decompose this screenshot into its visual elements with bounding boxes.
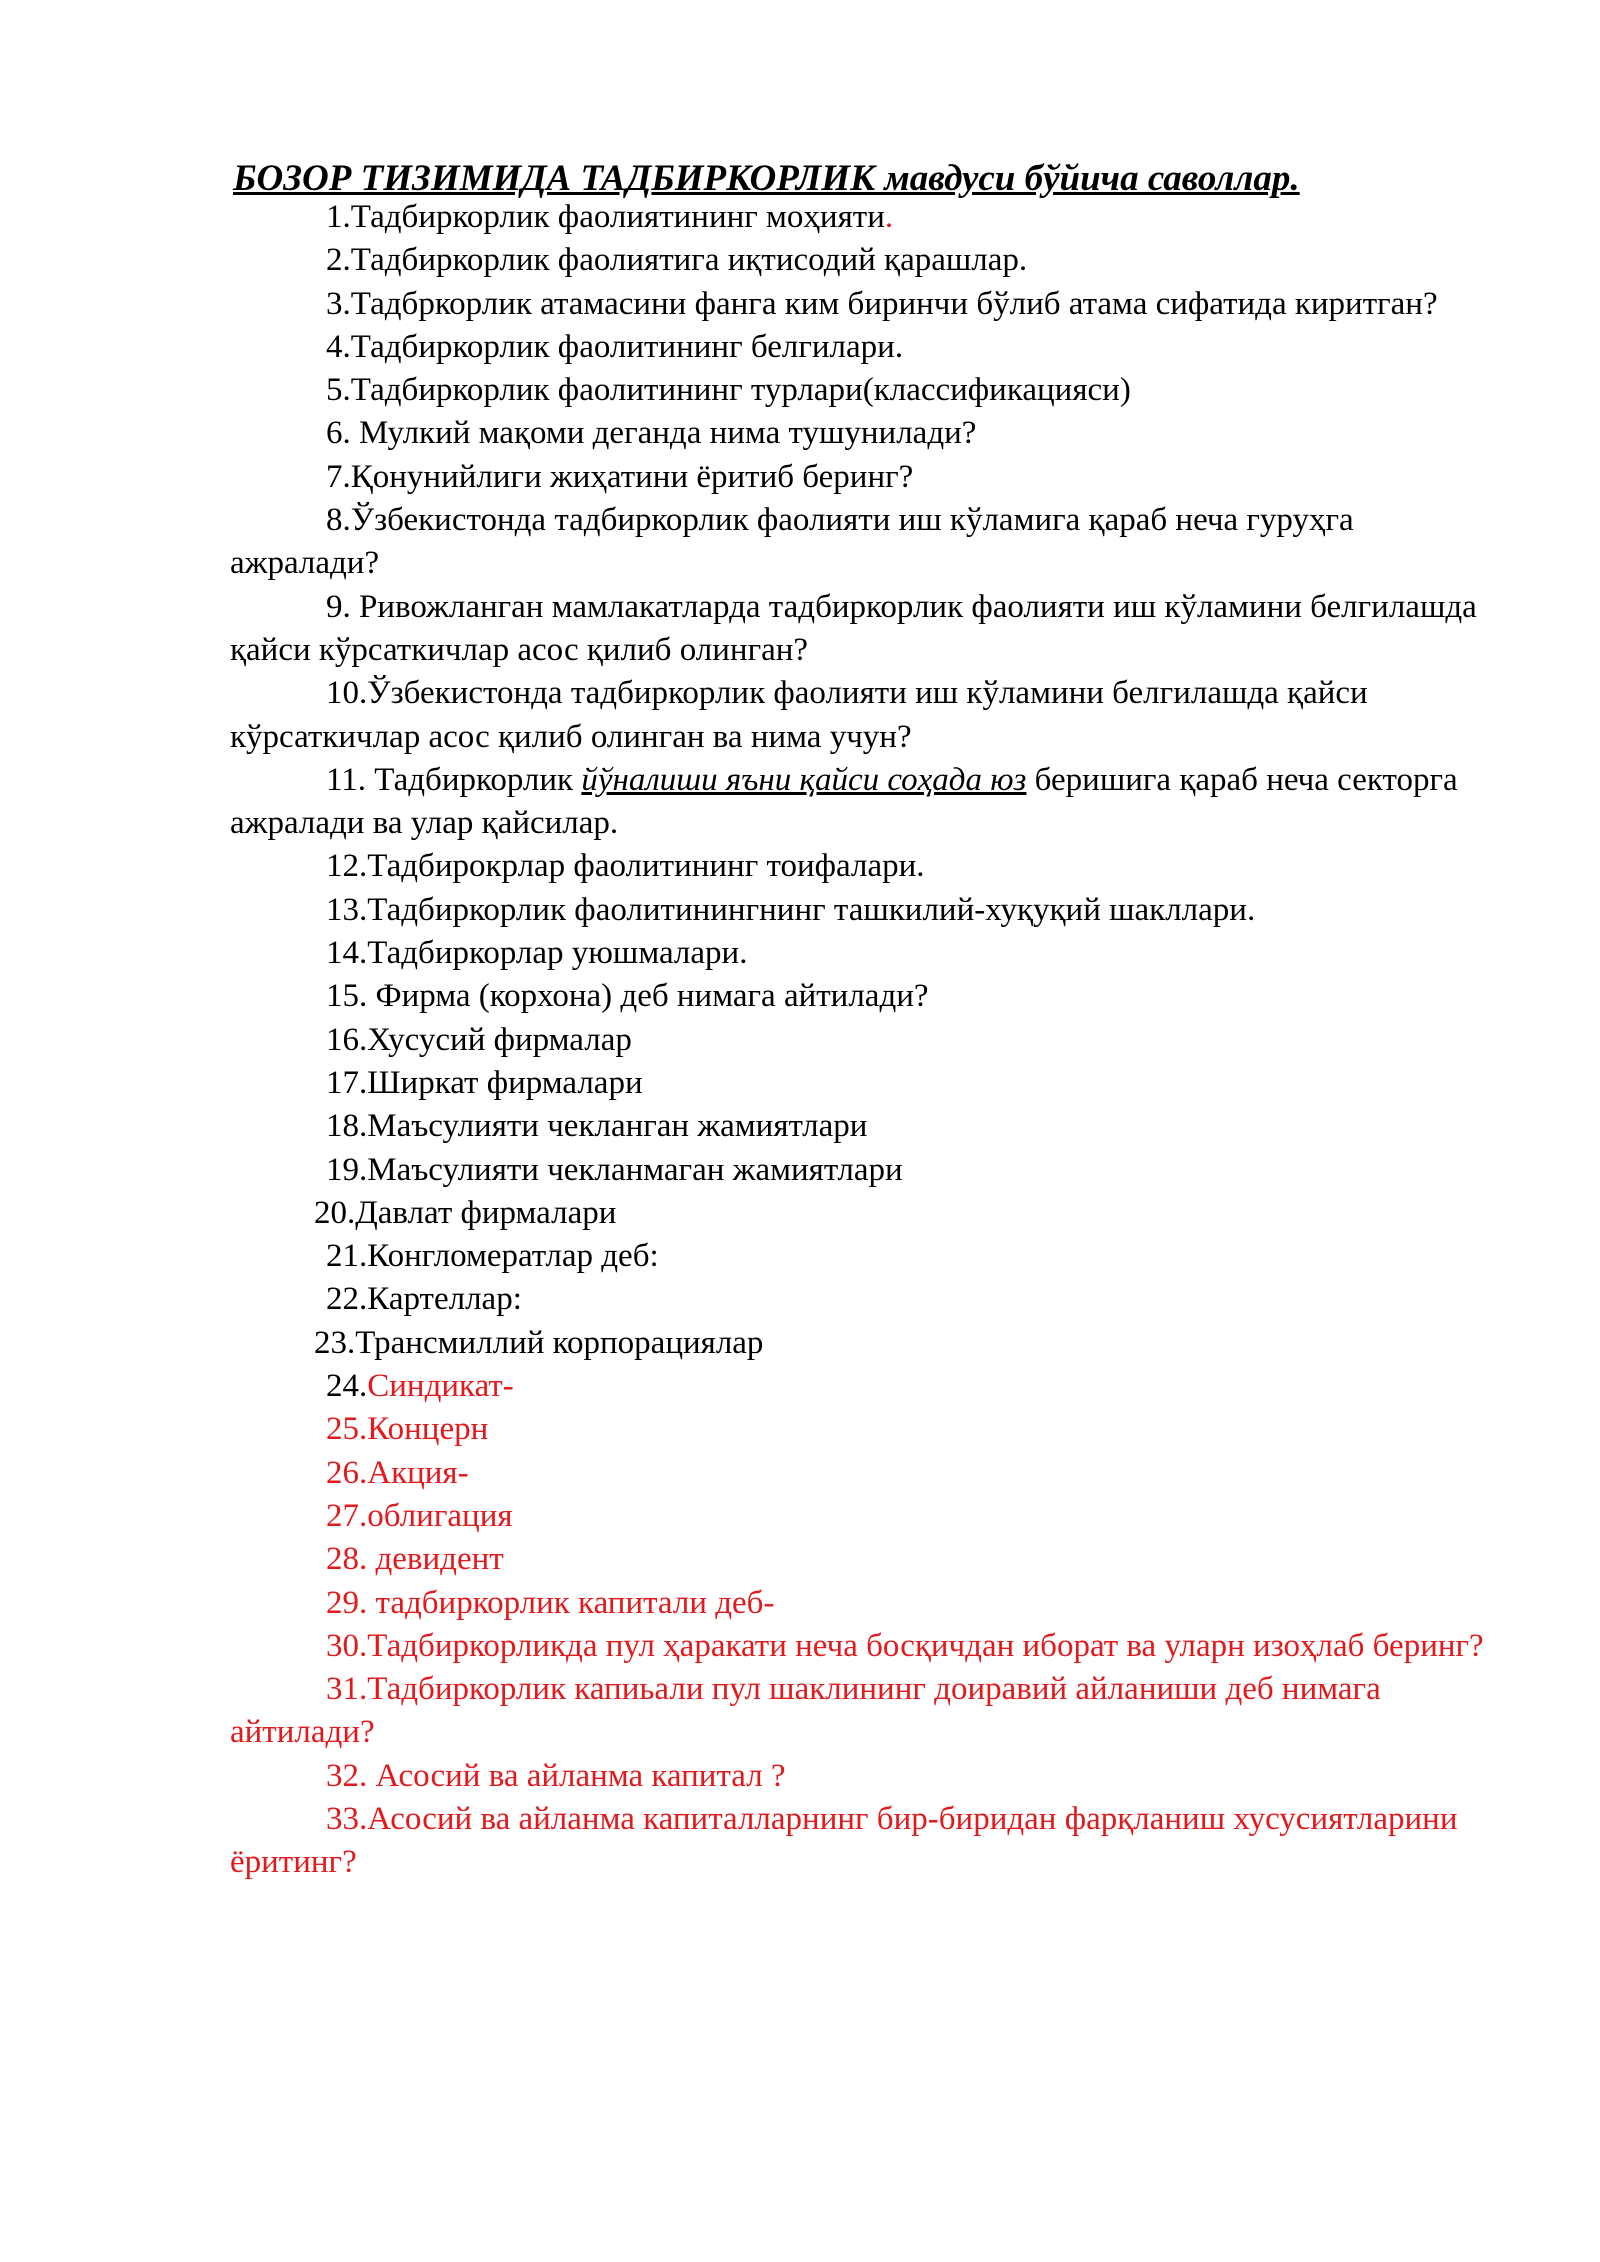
question-27: 27.облигация <box>326 1497 513 1534</box>
question-11-emphasis: йўналиши яъни қайси соҳада юз <box>581 761 1027 798</box>
question-6: 6. Мулкий мақоми деганда нима тушунилади? <box>326 415 977 452</box>
question-17: 17.Ширкат фирмалари <box>326 1064 643 1101</box>
question-15: 15. Фирма (корхона) деб нимага айтилади? <box>326 978 929 1015</box>
question-11 <box>230 759 1510 846</box>
question-24-number: 24. <box>326 1368 368 1405</box>
question-8: 8.Ўзбекистонда тадбиркорлик фаолияти иш кўламига қараб неча гуруҳга ажралади? <box>230 502 1354 582</box>
question-2: 2.Тадбиркорлик фаолиятига иқтисодий қарашлар. <box>326 242 1028 279</box>
question-26: 26.Акция- <box>326 1454 469 1491</box>
question-28: 28. девидент <box>326 1541 504 1578</box>
question-19: 19.Маъсулияти чекланмаган жамиятлари <box>326 1151 903 1188</box>
question-11-post: беришига қараб неча секторга ажралади ва улар қайсилар. <box>230 761 1458 842</box>
question-31: 31.Тадбиркорлик капиьали пул шаклининг доиравий айланиши деб нимага айтилади? <box>230 1671 1381 1751</box>
question-33: 33.Асосий ва айланма капиталларнинг бир-биридан фарқланиш хусусиятларини ёритинг? <box>230 1800 1458 1881</box>
question-3: 3.Тадбркорлик атамасини фанга ким биринчи бўлиб атама сифатида киритган? <box>326 285 1438 322</box>
question-10: 10.Ўзбекистонда тадбиркорлик фаолияти иш кўламини белгилашда қайси кўрсаткичлар асос қилиб олинган ва нима учун? <box>230 675 1368 755</box>
question-24-text: Синдикат- <box>367 1368 514 1405</box>
question-16: 16.Хусусий фирмалар <box>326 1021 632 1058</box>
question-9: 9. Ривожланган мамлакатларда тадбиркорлик фаолияти иш кўламини белгилашда қайси кўрсаткичлар асос қилиб олинган? <box>230 588 1477 668</box>
question-1-suffix: . <box>884 199 894 235</box>
question-1-text: 1.Тадбиркорлик фаолиятининг моҳияти <box>326 199 885 235</box>
question-4: 4.Тадбиркорлик фаолитининг белгилари. <box>326 328 904 365</box>
question-30: 30.Тадбиркорликда пул ҳаракати неча босқичдан иборат ва уларн изоҳлаб беринг? <box>326 1627 1484 1664</box>
question-list <box>230 196 1510 1885</box>
question-7: 7.Қонунийлиги жиҳатини ёритиб беринг? <box>326 458 914 495</box>
question-13: 13.Тадбиркорлик фаолитинингнинг ташкилий-хуқуқий шакллари. <box>326 891 1256 928</box>
document-title: БОЗОР ТИЗИМИДА ТАДБИРКОРЛИК мавдуси бўйича саволлар. <box>233 158 1300 199</box>
question-20: 20.Давлат фирмалари <box>314 1194 617 1231</box>
question-25: 25.Концерн <box>326 1411 489 1448</box>
question-1 <box>230 196 1510 239</box>
question-12: 12.Тадбирокрлар фаолитининг тоифалари. <box>326 848 925 885</box>
question-5: 5.Тадбиркорлик фаолитининг турлари(классификацияси) <box>326 372 1131 409</box>
question-14: 14.Тадбиркорлар уюшмалари. <box>326 935 748 972</box>
question-32: 32. Асосий ва айланма капитал ? <box>326 1757 786 1794</box>
question-11-pre: 11. Тадбиркорлик <box>326 761 582 798</box>
question-24 <box>230 1365 1510 1408</box>
question-29: 29. тадбиркорлик капитали деб- <box>326 1584 775 1621</box>
question-18: 18.Маъсулияти чекланган жамиятлари <box>326 1108 868 1145</box>
question-21: 21.Конгломератлар деб: <box>326 1238 659 1275</box>
question-22: 22.Картеллар: <box>326 1281 522 1318</box>
question-23: 23.Трансмиллий корпорациялар <box>314 1324 764 1361</box>
